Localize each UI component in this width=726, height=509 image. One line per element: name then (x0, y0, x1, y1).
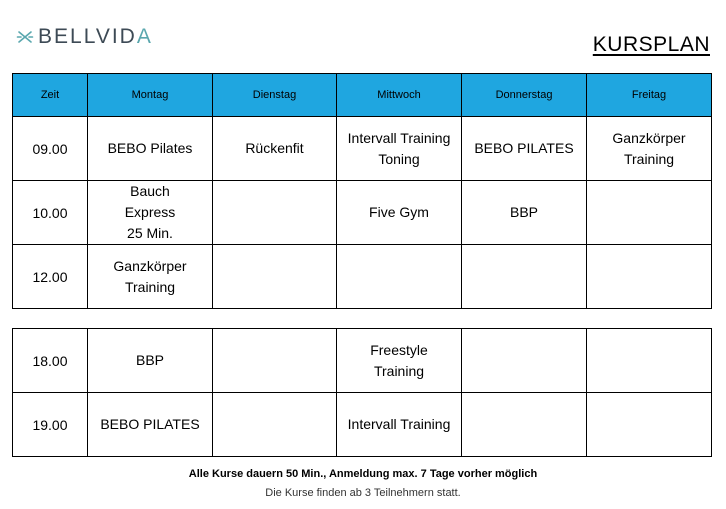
brand-mark-icon (16, 28, 34, 46)
course-cell (213, 181, 337, 245)
course-cell (462, 393, 587, 457)
schedule-table-evening (12, 328, 712, 457)
course-name-line: Training (373, 362, 425, 379)
course-name-line: BEBO PILATES (474, 140, 574, 156)
table-row (13, 117, 712, 181)
course-cell (213, 245, 337, 309)
course-cell (213, 117, 337, 181)
time-cell: 19.00 (13, 393, 88, 457)
footer-participants-note: Die Kurse finden ab 3 Teilnehmern statt. (265, 487, 461, 499)
column-header: Donnerstag (462, 74, 587, 117)
course-cell (337, 181, 462, 245)
time-cell: 10.00 (13, 181, 88, 245)
course-cell (337, 393, 462, 457)
course-name-line: Bauch (130, 183, 170, 199)
course-name-line: Express (124, 204, 176, 220)
course-name-line: Training (623, 150, 675, 167)
course-name-line: Five Gym (369, 204, 429, 220)
column-header: Dienstag (213, 74, 337, 117)
schedule-table-morning (12, 73, 712, 309)
course-cell (88, 393, 213, 457)
course-name-line: Ganzkörper (612, 129, 686, 146)
course-name-line: BBP (509, 204, 538, 220)
course-name-line: BEBO Pilates (107, 140, 193, 156)
course-cell (88, 329, 213, 393)
column-header: Mittwoch (337, 74, 462, 117)
course-cell (88, 117, 213, 181)
brand-name: BELLVIDA (38, 25, 153, 48)
course-cell (587, 329, 712, 393)
course-cell (587, 245, 712, 309)
course-cell (587, 393, 712, 457)
page-title: KURSPLAN (592, 33, 710, 56)
brand-logo (16, 24, 153, 50)
course-cell (462, 117, 587, 181)
course-cell (88, 245, 213, 309)
course-cell (213, 329, 337, 393)
course-name-line: BEBO PILATES (100, 416, 200, 432)
time-cell: 09.00 (13, 117, 88, 181)
course-cell (462, 329, 587, 393)
footer-duration-note: Alle Kurse dauern 50 Min., Anmeldung max. 7 Tage vorher möglich (188, 468, 538, 480)
course-name-line: 25 Min. (127, 225, 173, 241)
time-cell: 18.00 (13, 329, 88, 393)
course-name-line: Freestyle (370, 341, 428, 358)
course-cell (337, 117, 462, 181)
course-cell (462, 245, 587, 309)
course-name-line: Toning (378, 150, 420, 167)
course-name-line: Intervall Training (347, 416, 451, 432)
table-row (13, 329, 712, 393)
column-header: Montag (88, 74, 213, 117)
course-cell (213, 393, 337, 457)
time-cell: 12.00 (13, 245, 88, 309)
table-row (13, 245, 712, 309)
course-name-line: Intervall Training (347, 129, 451, 146)
header-divider (12, 116, 711, 119)
course-cell (587, 181, 712, 245)
table-header-row (13, 74, 712, 117)
table-row (13, 393, 712, 457)
course-cell (337, 329, 462, 393)
course-name-line: Ganzkörper (113, 257, 187, 274)
table-row (13, 181, 712, 245)
column-header: Freitag (587, 74, 712, 117)
course-cell (587, 117, 712, 181)
course-name-line: Training (124, 278, 176, 295)
course-name-line: BBP (135, 352, 164, 368)
course-name-line: Rückenfit (245, 140, 304, 156)
column-header: Zeit (13, 74, 88, 117)
course-cell (462, 181, 587, 245)
course-cell (88, 181, 213, 245)
course-cell (337, 245, 462, 309)
